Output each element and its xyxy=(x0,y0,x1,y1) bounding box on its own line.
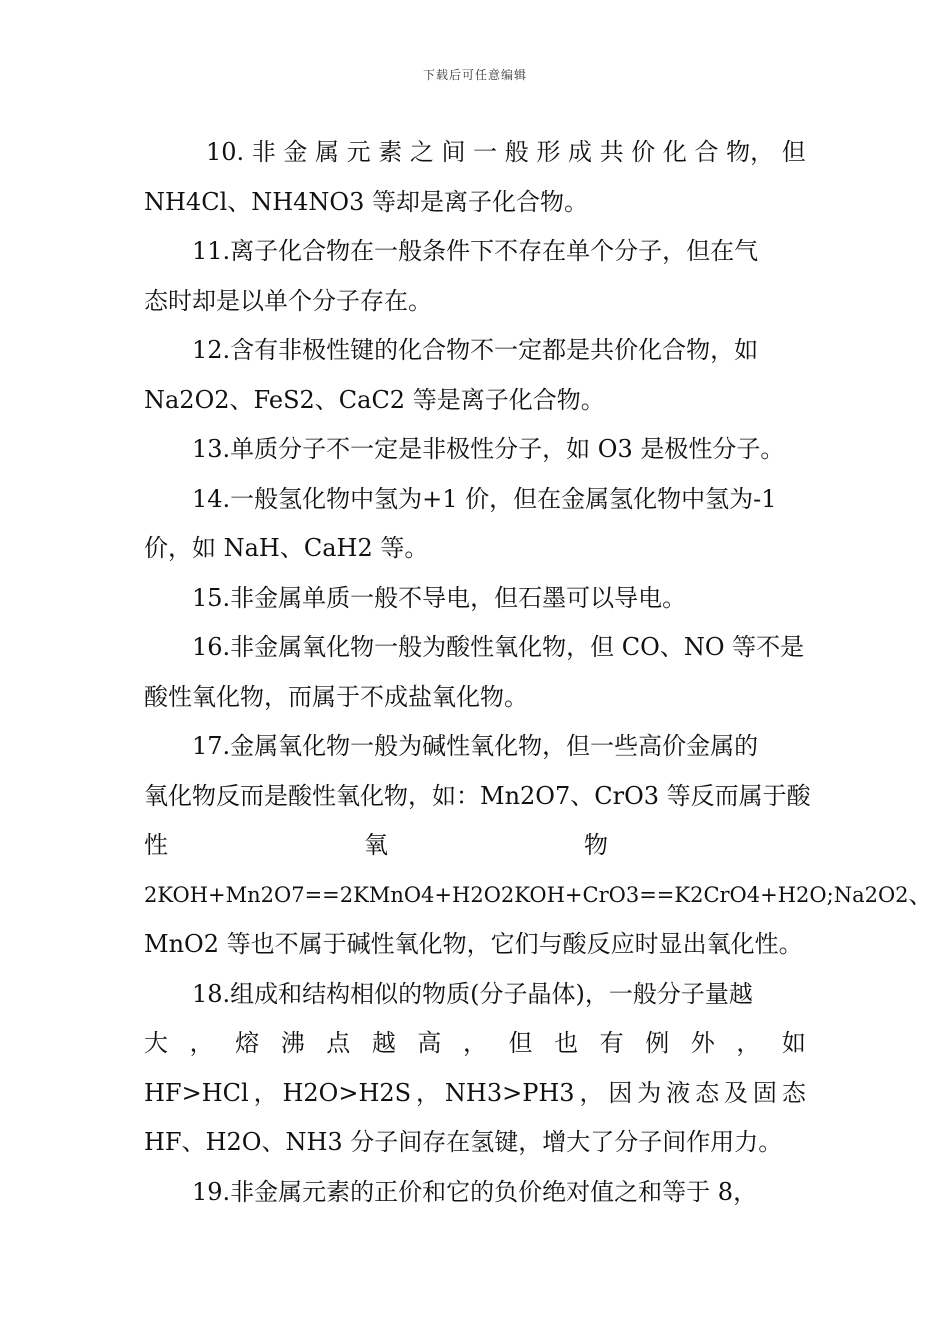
text-line: 态时却是以单个分子存在。 xyxy=(144,286,432,315)
text-run: 非 xyxy=(251,138,276,166)
text-line: 13.单质分子不一定是非极性分子，如 O3 是极性分子。 xyxy=(192,435,785,463)
text-run: 有 xyxy=(599,1029,624,1057)
text-run: 固 xyxy=(752,1078,777,1107)
text-line: 氧化物反而是酸性氧化物，如：Mn2O7、CrO3 等反而属于酸 xyxy=(144,781,811,810)
text-line xyxy=(144,128,806,178)
text-run: ， xyxy=(736,1029,761,1057)
text-run: 物， xyxy=(726,138,775,166)
text-run: 液 xyxy=(666,1078,691,1107)
text-run: 为 xyxy=(637,1078,662,1107)
text-run: 元 xyxy=(346,138,371,166)
text-run: 态 xyxy=(695,1078,720,1107)
text-line: 价，如 NaH、CaH2 等。 xyxy=(144,534,429,562)
document-body xyxy=(144,128,933,1217)
text-run: 高 xyxy=(417,1029,442,1057)
text-run: ， xyxy=(579,1078,604,1107)
text-run: ， xyxy=(189,1029,214,1057)
text-line: 15.非金属单质一般不导电，但石墨可以导电。 xyxy=(192,583,687,612)
text-run: ， xyxy=(462,1029,487,1057)
text-run: H2O>H2S xyxy=(282,1078,412,1107)
text-run: 价 xyxy=(631,138,656,166)
text-line: 17.金属氧化物一般为碱性氧化物，但一些高价金属的 xyxy=(192,732,759,760)
text-run: NH3>PH3 xyxy=(444,1078,575,1107)
text-run: 越 xyxy=(371,1029,396,1057)
text-run: 但 xyxy=(781,138,806,166)
text-line: 12.含有非极性键的化合物不一定都是共价化合物，如 xyxy=(192,336,759,364)
text-run: 因 xyxy=(608,1078,633,1107)
text-line: NH4Cl、NH4NO3 等却是离子化合物。 xyxy=(144,187,589,216)
text-run: 但 xyxy=(508,1029,533,1057)
text-run: 属 xyxy=(315,138,340,166)
text-run: 化 xyxy=(662,138,687,166)
text-run: 素 xyxy=(378,138,403,166)
text-run: 金 xyxy=(283,138,308,166)
text-run: 性 xyxy=(144,831,168,859)
text-run: 外 xyxy=(690,1029,715,1057)
text-run: 间 xyxy=(441,138,466,166)
text-run: 2KOH+Mn2O7==2KMnO4+H2O2KOH+CrO3==K2CrO4+H2O;Na2O2 xyxy=(144,882,909,907)
text-run: 氧 xyxy=(364,831,388,859)
text-run: ， xyxy=(253,1078,278,1107)
text-line: 19.非金属元素的正价和它的负价绝对值之和等于 8， xyxy=(192,1177,758,1206)
text-run: 物 xyxy=(584,831,608,859)
text-run: 合 xyxy=(694,138,719,166)
text-run: 共 xyxy=(599,138,624,166)
text-line: 酸性氧化物，而属于不成盐氧化物。 xyxy=(144,682,528,711)
text-line: Na2O2、FeS2、CaC2 等是离子化合物。 xyxy=(144,385,605,414)
text-run: 10. xyxy=(206,138,245,166)
text-run: 点 xyxy=(326,1029,351,1057)
text-line: HF、H2O、NH3 分子间存在氢键，增大了分子间作用力。 xyxy=(144,1128,783,1156)
text-line: 18.组成和结构相似的物质(分子晶体)，一般分子量越 xyxy=(192,979,753,1008)
text-run: 如 xyxy=(781,1029,806,1057)
text-run: 熔 xyxy=(235,1029,260,1057)
text-line xyxy=(144,821,806,871)
text-line: 11.离子化合物在一般条件下不存在单个分子，但在气 xyxy=(192,237,759,265)
text-run: 一 xyxy=(473,138,498,166)
text-line xyxy=(144,1019,806,1069)
text-run: 成 xyxy=(568,138,593,166)
text-run: 般 xyxy=(504,138,529,166)
page-header: 下载后可任意编辑 xyxy=(422,68,527,82)
text-run: 大 xyxy=(144,1029,168,1057)
text-run: 形 xyxy=(536,138,561,166)
text-run: 也 xyxy=(554,1029,579,1057)
text-run: 态 xyxy=(781,1078,806,1107)
text-run: 、 xyxy=(908,880,933,909)
text-run: HF>HCl xyxy=(144,1078,249,1107)
text-line: MnO2 等也不属于碱性氧化物，它们与酸反应时显出氧化性。 xyxy=(144,930,803,958)
text-run: 及 xyxy=(724,1078,749,1107)
text-run: 沸 xyxy=(280,1029,305,1057)
text-line: 14.一般氢化物中氢为+1 价，但在金属氢化物中氢为-1 xyxy=(192,484,777,513)
text-line xyxy=(144,871,933,921)
text-run: 之 xyxy=(409,138,434,166)
text-run: ， xyxy=(416,1078,441,1107)
text-run: 例 xyxy=(645,1029,670,1057)
text-line: 16.非金属氧化物一般为酸性氧化物，但 CO、NO 等不是 xyxy=(192,633,805,661)
text-line xyxy=(144,1069,806,1119)
